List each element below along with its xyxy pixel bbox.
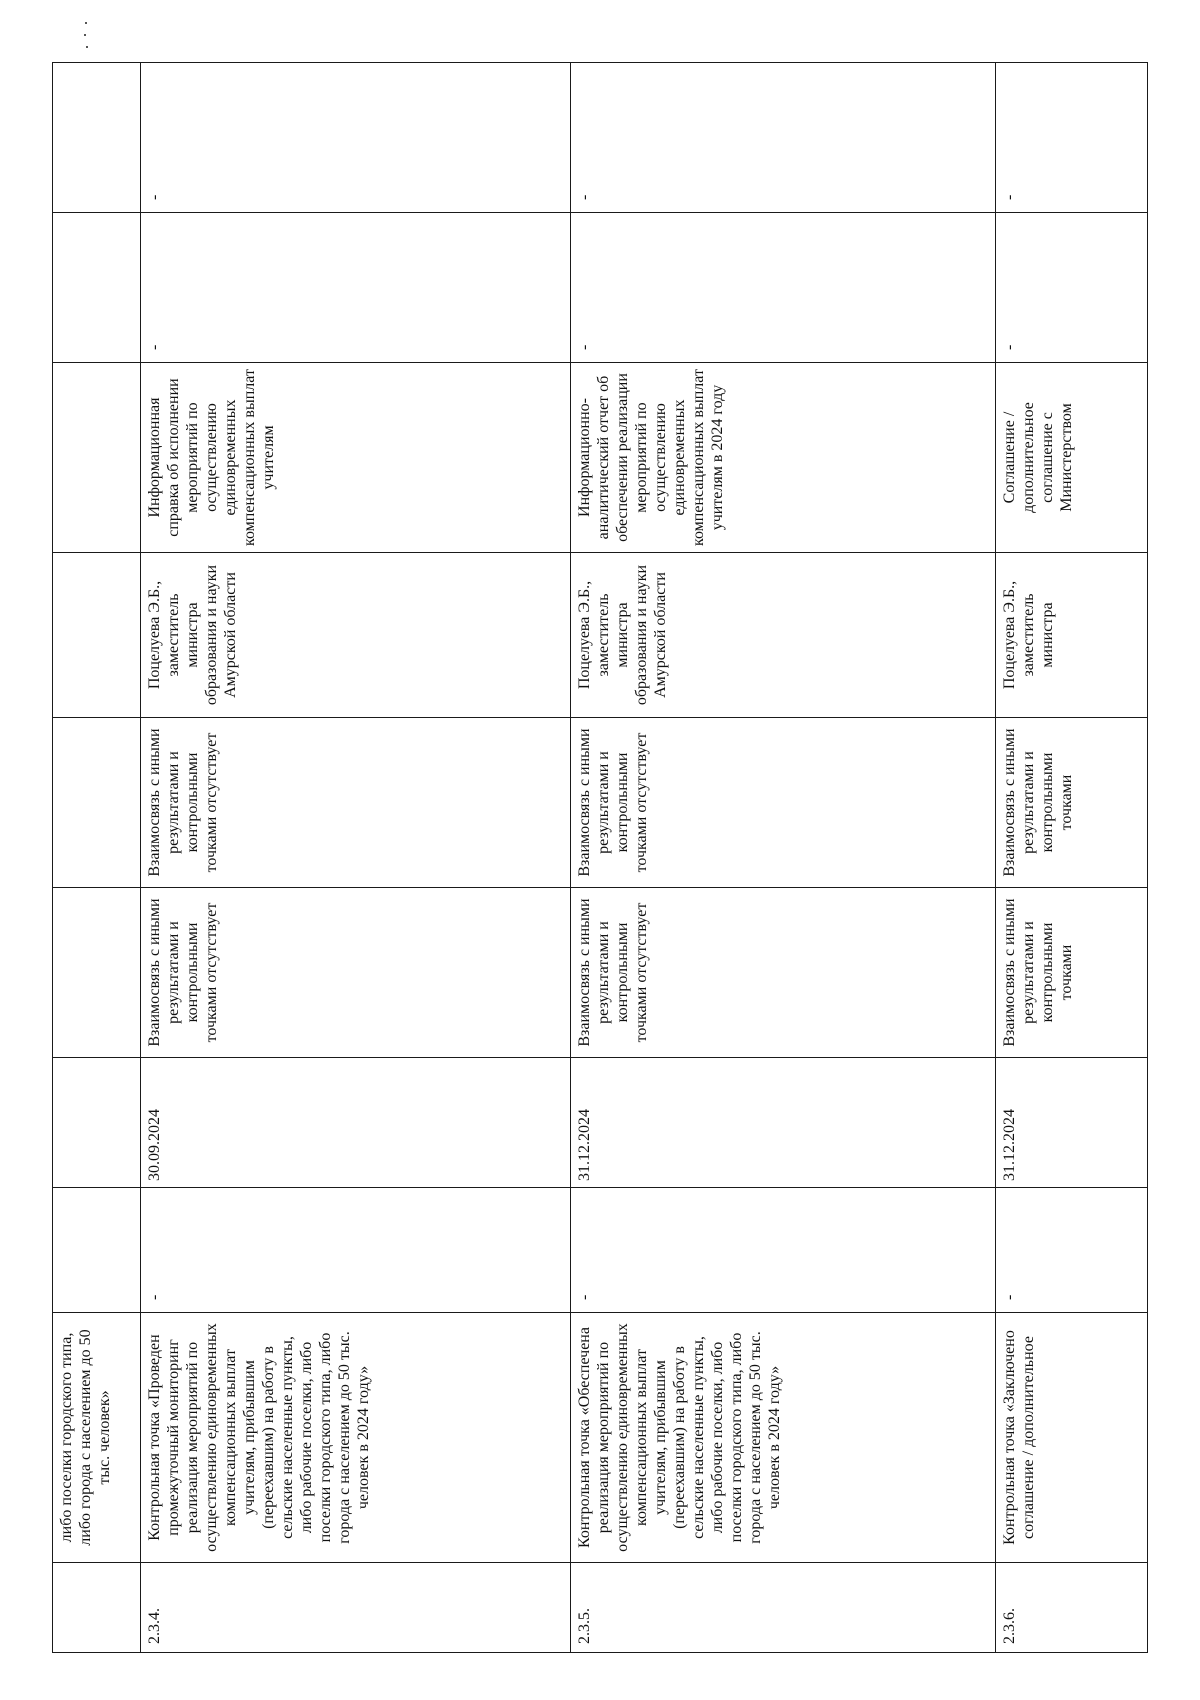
cell-responsible: Поцелуева Э.Б., заместитель министра — [996, 553, 1148, 718]
row-number-cell: 2.3.6. — [996, 1563, 1148, 1653]
cell-date: 31.12.2024 — [571, 1058, 996, 1188]
table-row — [141, 63, 571, 1653]
row-number-cell: 2.3.4. — [141, 1563, 571, 1653]
cell-col3: - — [571, 1188, 996, 1313]
cell-successors: Взаимосвязь с иными результатами и контрольными точками отсутствует — [141, 718, 571, 888]
row-name-cell: Контрольная точка «Обеспечена реализация мероприятий по осуществлению единовременных компенсационных выплат учителям, прибывшим (переехавшим) на работу в сельские населенные пункты, либо рабочие поселки, либо поселки городского типа, либо города с населением до 50 тыс. человек в 2024 году» — [571, 1313, 996, 1563]
cell-successors — [53, 718, 141, 888]
cell-col3 — [53, 1188, 141, 1313]
cell-successors: Взаимосвязь с иными результатами и контрольными точками — [996, 718, 1148, 888]
cell-date — [53, 1058, 141, 1188]
cell-col9: - — [141, 213, 571, 363]
row-number-cell: 2.3.5. — [571, 1563, 996, 1653]
cell-col10 — [53, 63, 141, 213]
cell-successors: Взаимосвязь с иными результатами и контрольными точками отсутствует — [571, 718, 996, 888]
scan-speck — [85, 22, 87, 24]
cell-col9 — [53, 213, 141, 363]
rotated-table-container — [52, 63, 1147, 1653]
control-points-table — [52, 62, 1148, 1653]
cell-col9: - — [996, 213, 1148, 363]
scan-speck — [84, 34, 86, 36]
cell-col10: - — [141, 63, 571, 213]
cell-col10: - — [996, 63, 1148, 213]
cell-document: Соглашение / дополнительное соглашение с Министерством — [996, 363, 1148, 553]
cell-col3: - — [141, 1188, 571, 1313]
table-row — [53, 63, 141, 1653]
cell-responsible: Поцелуева Э.Б., заместитель министра образования и науки Амурской области — [571, 553, 996, 718]
cell-responsible: Поцелуева Э.Б., заместитель министра образования и науки Амурской области — [141, 553, 571, 718]
table-row — [996, 63, 1148, 1653]
row-name-cell: либо поселки городского типа, либо города с населением до 50 тыс. человек» — [53, 1313, 141, 1563]
cell-predecessors: Взаимосвязь с иными результатами и контрольными точками отсутствует — [571, 888, 996, 1058]
cell-document — [53, 363, 141, 553]
cell-predecessors: Взаимосвязь с иными результатами и контрольными точками отсутствует — [141, 888, 571, 1058]
table-row — [571, 63, 996, 1653]
row-number-cell — [53, 1563, 141, 1653]
cell-col9: - — [571, 213, 996, 363]
cell-col10: - — [571, 63, 996, 213]
cell-predecessors — [53, 888, 141, 1058]
cell-document: Информационная справка об исполнении мероприятий по осуществлению единовременных компенсационных выплат учителям — [141, 363, 571, 553]
row-name-cell: Контрольная точка «Проведен промежуточный мониторинг реализация мероприятий по осуществлению единовременных компенсационных выплат учителям, прибывшим (переехавшим) на работу в сельские населенные пункты, либо рабочие поселки, либо поселки городского типа, либо города с населением до 50 тыс. человек в 2024 году» — [141, 1313, 571, 1563]
scan-speck — [86, 46, 88, 48]
cell-document: Информационно-аналитический отчет об обеспечении реализации мероприятий по осуществлению единовременных компенсационных выплат учителям в 2024 году — [571, 363, 996, 553]
row-name-cell: Контрольная точка «Заключено соглашение / дополнительное — [996, 1313, 1148, 1563]
cell-date: 31.12.2024 — [996, 1058, 1148, 1188]
cell-predecessors: Взаимосвязь с иными результатами и контрольными точками — [996, 888, 1148, 1058]
cell-responsible — [53, 553, 141, 718]
cell-date: 30.09.2024 — [141, 1058, 571, 1188]
cell-col3: - — [996, 1188, 1148, 1313]
